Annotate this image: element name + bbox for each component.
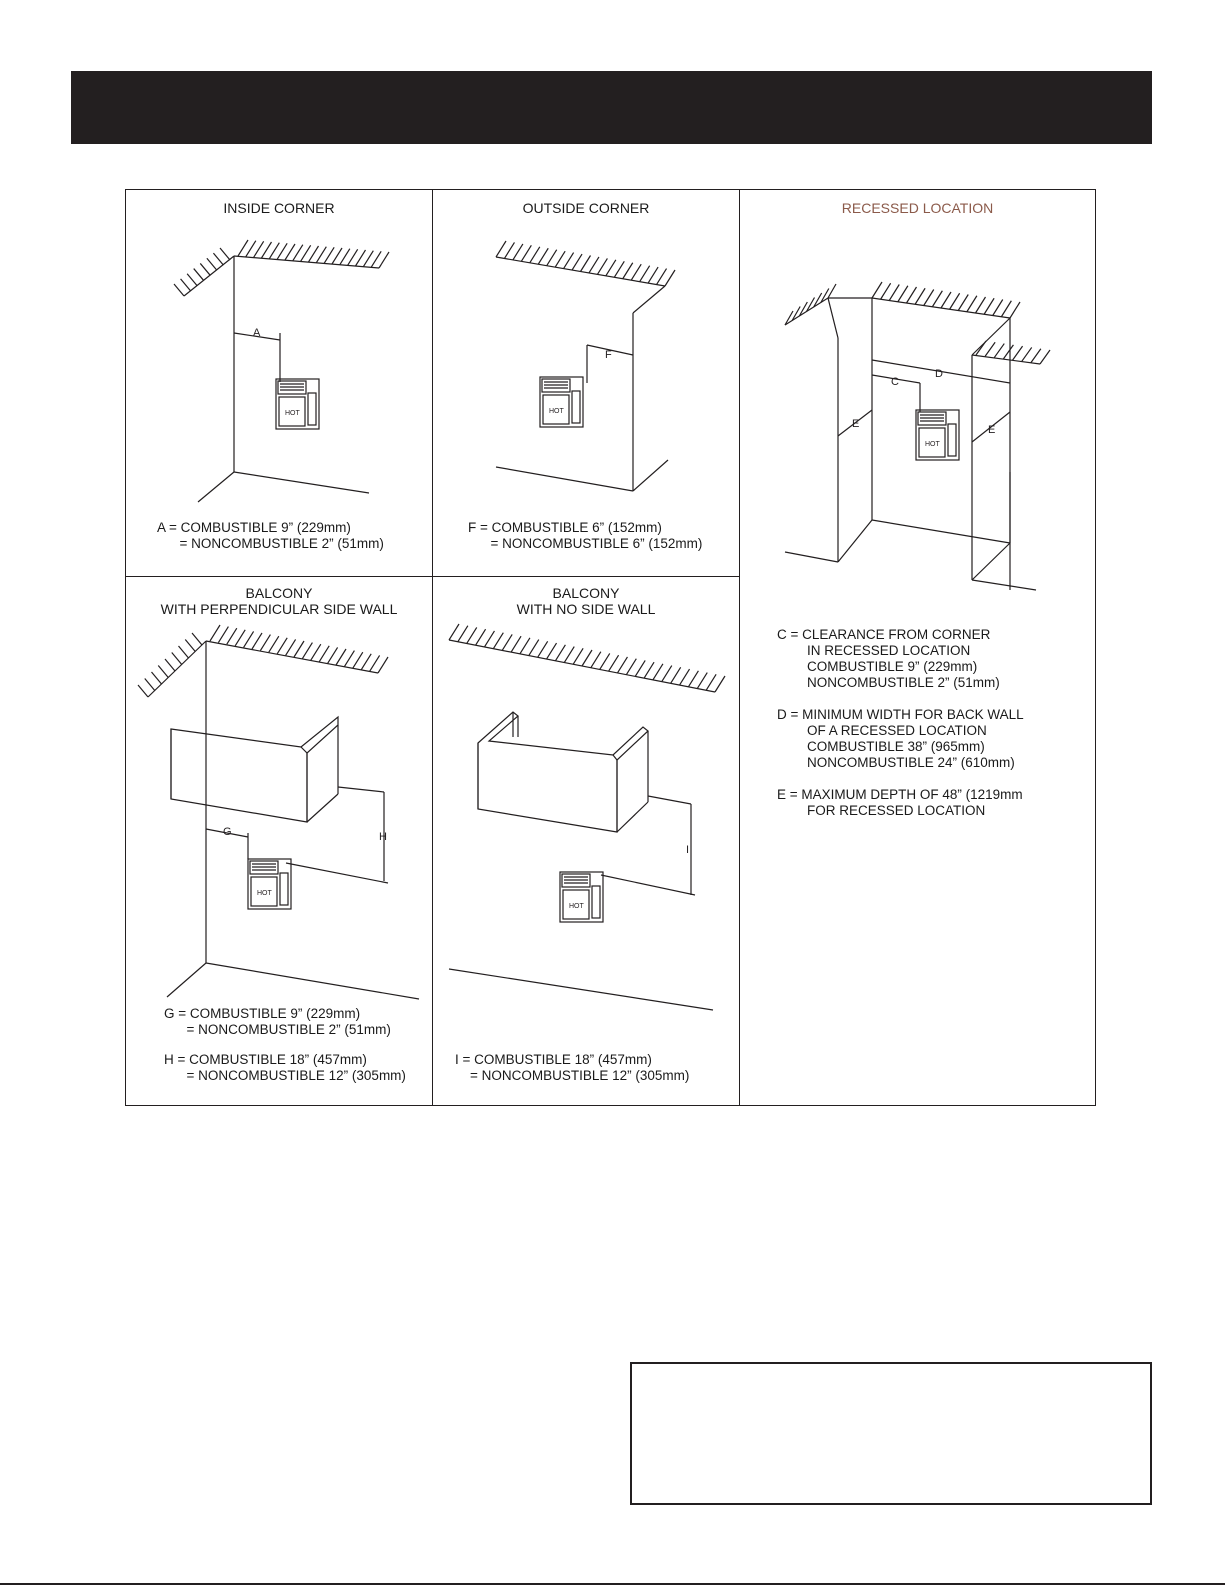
- hatch-mark: [378, 657, 388, 673]
- hatch-mark: [614, 261, 624, 277]
- hatch-mark: [600, 653, 610, 669]
- hatch-mark: [950, 293, 960, 309]
- fireplace-unit: [540, 377, 583, 427]
- fireplace-unit: [916, 410, 959, 460]
- floor-line: [496, 467, 633, 491]
- hatch-mark: [688, 671, 698, 687]
- hatch-mark: [898, 286, 908, 302]
- ceiling-hatch: [449, 624, 725, 692]
- note-line: IN RECESSED LOCATION: [777, 643, 971, 658]
- hatch-mark: [260, 635, 270, 651]
- hatch-mark: [187, 274, 197, 286]
- notice-box: [630, 1362, 1152, 1505]
- svg-text:E: E: [988, 424, 996, 436]
- hatch-mark: [915, 288, 925, 304]
- note-line: = NONCOMBUSTIBLE 2” (51mm): [164, 1022, 391, 1037]
- ceiling-hatch: [138, 625, 388, 697]
- svg-text:C: C: [891, 376, 899, 388]
- hatch-mark: [348, 249, 358, 265]
- hatch-mark: [581, 256, 591, 272]
- hatch-mark: [1031, 349, 1041, 363]
- hatch-mark: [872, 282, 882, 298]
- note-line: = NONCOMBUSTIBLE 6” (152mm): [468, 536, 703, 551]
- hatch-mark: [467, 627, 477, 643]
- hatch-mark: [269, 636, 279, 652]
- panel-title-line2: WITH PERPENDICULAR SIDE WALL: [160, 601, 398, 617]
- hatch-mark: [316, 247, 326, 263]
- note-line: H = COMBUSTIBLE 18” (457mm): [164, 1052, 367, 1067]
- hatch-mark: [235, 630, 245, 646]
- hatch-mark: [502, 634, 512, 650]
- hatch-mark: [657, 269, 667, 285]
- hatch-mark: [493, 633, 503, 649]
- svg-text:HOT: HOT: [925, 441, 940, 448]
- hatch-mark: [530, 247, 540, 263]
- hatch-mark: [511, 636, 521, 652]
- hatch-mark: [984, 298, 994, 314]
- hatch-mark: [941, 292, 951, 308]
- hatch-mark: [269, 243, 279, 259]
- floor-line-left: [198, 472, 234, 502]
- hatch-mark: [496, 241, 506, 257]
- hatch-mark: [361, 654, 371, 670]
- hatch-mark: [932, 291, 942, 307]
- hatch-mark: [252, 633, 262, 649]
- hatch-mark: [520, 638, 530, 654]
- svg-text:D: D: [935, 368, 943, 380]
- balcony-box: [478, 712, 648, 832]
- panel-balcony-side-wall: [126, 577, 433, 1105]
- hatch-mark: [706, 674, 716, 690]
- hatch-mark: [246, 241, 256, 257]
- hatch-mark: [1022, 347, 1032, 361]
- svg-text:HOT: HOT: [569, 903, 584, 910]
- clearance-diagram-grid: [125, 189, 1096, 1106]
- note-line: NONCOMBUSTIBLE 2” (51mm): [777, 675, 1000, 690]
- svg-text:HOT: HOT: [285, 410, 300, 417]
- hatch-mark: [582, 650, 592, 666]
- fireplace-unit: [560, 872, 603, 922]
- hatch-mark: [924, 290, 934, 306]
- hatch-mark: [564, 253, 574, 269]
- hatch-mark: [828, 284, 836, 298]
- hatch-mark: [538, 641, 548, 657]
- hatch-mark: [213, 253, 223, 265]
- note-line: D = MINIMUM WIDTH FOR BACK WALL: [777, 707, 1024, 722]
- dimension-a: [234, 327, 280, 382]
- note-line: COMBUSTIBLE 38” (965mm): [777, 739, 985, 754]
- hatch-mark: [1010, 302, 1020, 318]
- balcony-box: [171, 717, 338, 822]
- hatch-mark: [644, 662, 654, 678]
- hatch-mark: [572, 254, 582, 270]
- hatch-mark: [324, 247, 334, 263]
- hatch-mark: [1013, 346, 1023, 360]
- hatch-mark: [286, 639, 296, 655]
- hatch-mark: [293, 245, 303, 261]
- hatch-mark: [179, 646, 189, 658]
- hatch-mark: [285, 244, 295, 260]
- note-line: NONCOMBUSTIBLE 24” (610mm): [777, 755, 1015, 770]
- note-line: G = COMBUSTIBLE 9” (229mm): [164, 1006, 361, 1021]
- panel-balcony-no-wall: [433, 577, 740, 1105]
- hatch-mark: [277, 243, 287, 259]
- hatch-mark: [458, 626, 468, 642]
- fireplace-unit: [248, 859, 291, 909]
- hatch-mark: [340, 249, 350, 265]
- hatch-mark: [648, 267, 658, 283]
- note-line: E = MAXIMUM DEPTH OF 48” (1219mm: [777, 787, 1023, 802]
- hatch-mark: [227, 628, 237, 644]
- hatch-mark: [328, 647, 338, 663]
- hatch-mark: [967, 296, 977, 312]
- floor-line-right: [633, 460, 668, 491]
- hatch-mark: [881, 283, 891, 299]
- panel-recessed-location: [740, 190, 1095, 1105]
- panel-title-line2: WITH NO SIDE WALL: [516, 601, 656, 617]
- ceiling-hatch: [174, 240, 389, 296]
- note-line: A = COMBUSTIBLE 9” (229mm): [157, 520, 351, 535]
- hatch-mark: [356, 250, 366, 266]
- hatch-mark: [174, 284, 184, 296]
- hatch-mark: [591, 652, 601, 668]
- svg-text:A: A: [253, 327, 261, 339]
- hatch-mark: [521, 245, 531, 261]
- hatch-mark: [158, 666, 168, 678]
- panel-title-line1: BALCONY: [245, 585, 313, 601]
- hatch-mark: [254, 241, 264, 257]
- hatch-mark: [538, 248, 548, 264]
- dimension-e-right: [972, 412, 1010, 442]
- hatch-mark: [218, 627, 228, 643]
- floor-line: [206, 963, 419, 999]
- hatch-mark: [476, 629, 486, 645]
- note-line: OF A RECESSED LOCATION: [777, 723, 987, 738]
- panel-title: INSIDE CORNER: [223, 200, 335, 216]
- panel-title: OUTSIDE CORNER: [522, 200, 650, 216]
- note-line: = NONCOMBUSTIBLE 12” (305mm): [164, 1068, 406, 1083]
- hatch-mark: [449, 624, 459, 640]
- hatch-mark: [680, 669, 690, 685]
- hatch-mark: [529, 640, 539, 656]
- hatch-mark: [994, 344, 1004, 358]
- note-line: COMBUSTIBLE 9” (229mm): [777, 659, 978, 674]
- note-line: C = CLEARANCE FROM CORNER: [777, 627, 991, 642]
- panel-inside-corner: [126, 190, 433, 577]
- hatch-mark: [547, 250, 557, 266]
- note-line: = NONCOMBUSTIBLE 12” (305mm): [455, 1068, 690, 1083]
- hatch-mark: [309, 246, 319, 262]
- hatch-mark: [336, 649, 346, 665]
- hatch-mark: [976, 297, 986, 313]
- note-line: = NONCOMBUSTIBLE 2” (51mm): [157, 536, 384, 551]
- dimension-g: [206, 826, 248, 859]
- dimension-c: [872, 375, 920, 412]
- hatch-mark: [589, 257, 599, 273]
- hatch-mark: [623, 263, 633, 279]
- hatch-mark: [165, 659, 175, 671]
- hatch-mark: [138, 685, 148, 697]
- hatch-mark: [606, 260, 616, 276]
- hatch-mark: [200, 263, 210, 275]
- hatch-mark: [697, 673, 707, 689]
- hatch-mark: [311, 644, 321, 660]
- hatch-mark: [985, 342, 995, 356]
- hatch-mark: [1003, 345, 1013, 359]
- hatch-mark: [555, 645, 565, 661]
- hatch-mark: [344, 651, 354, 667]
- hatch-mark: [172, 653, 182, 665]
- dimension-e-left: [838, 410, 872, 436]
- fireplace-unit: [276, 379, 319, 429]
- dimension-h: [338, 787, 387, 881]
- hatch-mark: [192, 633, 202, 645]
- hatch-mark: [370, 655, 380, 671]
- hatch-mark: [363, 251, 373, 267]
- hatch-mark: [715, 676, 725, 692]
- hatch-mark: [319, 646, 329, 662]
- hatch-mark: [1001, 301, 1011, 317]
- svg-text:I: I: [686, 844, 690, 856]
- hatch-mark: [617, 657, 627, 673]
- hatch-mark: [635, 660, 645, 676]
- panel-outside-corner: [433, 190, 740, 577]
- hatch-mark: [185, 640, 195, 652]
- floor-line-left: [167, 963, 206, 997]
- svg-text:HOT: HOT: [549, 408, 564, 415]
- hatch-mark: [484, 631, 494, 647]
- hatch-mark: [671, 667, 681, 683]
- hatch-mark: [181, 279, 191, 291]
- hatch-mark: [573, 648, 583, 664]
- balcony-no-wall-drawing: [433, 577, 740, 1105]
- hatch-mark: [889, 285, 899, 301]
- hatch-mark: [640, 266, 650, 282]
- hatch-mark: [294, 641, 304, 657]
- hatch-mark: [547, 643, 557, 659]
- hatch-mark: [907, 287, 917, 303]
- dimension-i: [648, 796, 691, 895]
- svg-text:HOT: HOT: [257, 890, 272, 897]
- note-line: FOR RECESSED LOCATION: [777, 803, 986, 818]
- hatch-mark: [145, 679, 155, 691]
- hatch-mark: [194, 269, 204, 281]
- hatch-mark: [564, 647, 574, 663]
- hatch-mark: [371, 251, 381, 267]
- hatch-mark: [332, 248, 342, 264]
- hatch-mark: [555, 251, 565, 267]
- panel-title-line1: BALCONY: [552, 585, 620, 601]
- hatch-mark: [626, 659, 636, 675]
- hatch-mark: [238, 240, 248, 256]
- svg-text:G: G: [223, 826, 232, 838]
- hatch-mark: [1040, 350, 1050, 364]
- hatch-mark: [993, 300, 1003, 316]
- floor-line: [449, 969, 713, 1010]
- hatch-mark: [662, 666, 672, 682]
- hatch-mark: [504, 242, 514, 258]
- hatch-mark: [277, 638, 287, 654]
- svg-text:H: H: [379, 831, 387, 843]
- hatch-mark: [244, 631, 254, 647]
- floor-line: [234, 472, 369, 493]
- dimension-f: [587, 345, 633, 383]
- svg-text:E: E: [852, 418, 860, 430]
- hatch-mark: [220, 248, 230, 260]
- hatch-mark: [665, 270, 675, 286]
- header-bar: [71, 71, 1152, 144]
- panel-title: RECESSED LOCATION: [841, 200, 994, 216]
- hatch-mark: [301, 245, 311, 261]
- ceiling-hatch: [496, 241, 675, 313]
- hatch-mark: [262, 242, 272, 258]
- hatch-mark: [653, 664, 663, 680]
- outside-corner-drawing: [433, 190, 740, 577]
- note-line: I = COMBUSTIBLE 18” (457mm): [455, 1052, 652, 1067]
- hatch-mark: [302, 643, 312, 659]
- hatch-mark: [597, 258, 607, 274]
- hatch-mark: [609, 655, 619, 671]
- svg-text:F: F: [605, 349, 612, 361]
- hatch-mark: [210, 625, 220, 641]
- hatch-mark: [513, 244, 523, 260]
- hatch-mark: [958, 295, 968, 311]
- note-line: F = COMBUSTIBLE 6” (152mm): [468, 520, 662, 535]
- hatch-mark: [207, 258, 217, 270]
- hatch-mark: [152, 672, 162, 684]
- hatch-mark: [379, 252, 389, 268]
- hatch-mark: [631, 264, 641, 280]
- inside-corner-drawing: [126, 190, 433, 577]
- hatch-mark: [353, 652, 363, 668]
